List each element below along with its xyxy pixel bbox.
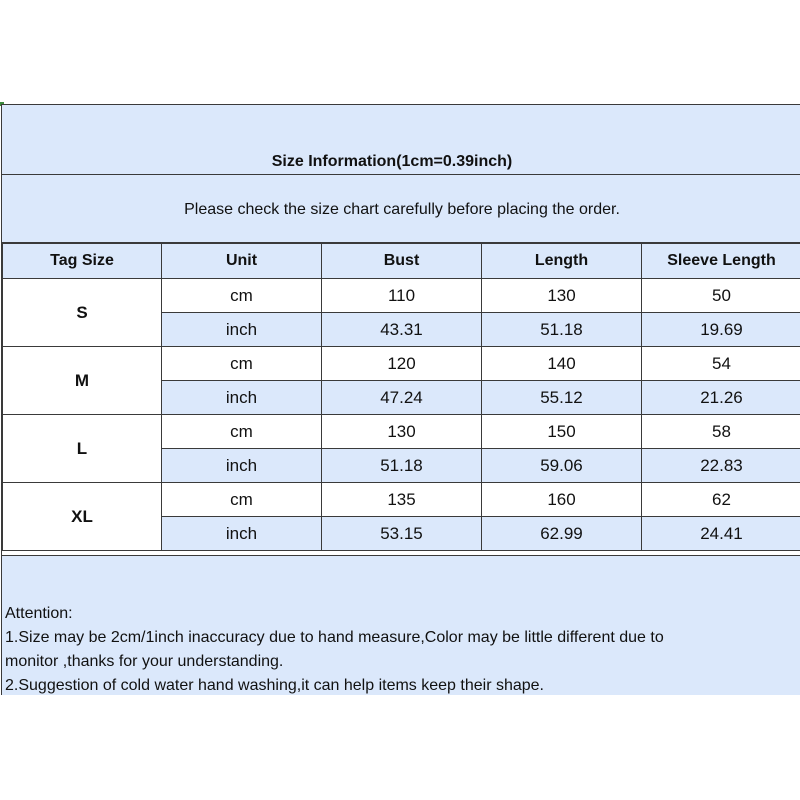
header-bust: Bust — [322, 244, 482, 279]
length-cell: 51.18 — [482, 313, 642, 347]
unit-cell: inch — [162, 313, 322, 347]
unit-cell: cm — [162, 483, 322, 517]
length-cell: 140 — [482, 347, 642, 381]
unit-cell: cm — [162, 415, 322, 449]
unit-cell: inch — [162, 381, 322, 415]
sleeve-cell: 21.26 — [642, 381, 800, 415]
length-cell: 160 — [482, 483, 642, 517]
tag-size-cell: S — [3, 279, 162, 347]
attention-band — [2, 555, 800, 695]
bust-cell: 130 — [322, 415, 482, 449]
length-cell: 150 — [482, 415, 642, 449]
unit-cell: cm — [162, 279, 322, 313]
length-cell: 62.99 — [482, 517, 642, 551]
table-row — [3, 483, 800, 517]
attention-heading: Attention: — [5, 605, 73, 622]
bust-cell: 51.18 — [322, 449, 482, 483]
bust-cell: 47.24 — [322, 381, 482, 415]
unit-cell: inch — [162, 517, 322, 551]
header-tag-size: Tag Size — [3, 244, 162, 279]
header-sleeve-length: Sleeve Length — [642, 244, 800, 279]
bust-cell: 53.15 — [322, 517, 482, 551]
header-unit: Unit — [162, 244, 322, 279]
table-row — [3, 415, 800, 449]
unit-cell: inch — [162, 449, 322, 483]
length-cell: 130 — [482, 279, 642, 313]
chart-title: Size Information(1cm=0.39inch) — [271, 153, 513, 170]
sleeve-cell: 58 — [642, 415, 800, 449]
title-band — [2, 105, 800, 175]
sleeve-cell: 22.83 — [642, 449, 800, 483]
header-length: Length — [482, 244, 642, 279]
unit-cell: cm — [162, 347, 322, 381]
bust-cell: 110 — [322, 279, 482, 313]
sleeve-cell: 54 — [642, 347, 800, 381]
attention-line-1b: monitor ,thanks for your understanding. — [5, 653, 284, 670]
length-cell: 59.06 — [482, 449, 642, 483]
bust-cell: 120 — [322, 347, 482, 381]
table-row — [3, 347, 800, 381]
sleeve-cell: 19.69 — [642, 313, 800, 347]
tag-size-cell: XL — [3, 483, 162, 551]
chart-note: Please check the size chart carefully before placing the order. — [184, 201, 620, 218]
tag-size-cell: M — [3, 347, 162, 415]
bust-cell: 135 — [322, 483, 482, 517]
size-table — [2, 243, 800, 551]
note-band — [2, 175, 800, 243]
length-cell: 55.12 — [482, 381, 642, 415]
sleeve-cell: 50 — [642, 279, 800, 313]
bust-cell: 43.31 — [322, 313, 482, 347]
sleeve-cell: 24.41 — [642, 517, 800, 551]
size-chart — [1, 104, 800, 695]
attention-line-2: 2.Suggestion of cold water hand washing,it can help items keep their shape. — [5, 677, 544, 694]
table-row — [3, 279, 800, 313]
tag-size-cell: L — [3, 415, 162, 483]
header-row — [3, 244, 800, 279]
attention-line-1: 1.Size may be 2cm/1inch inaccuracy due to hand measure,Color may be little different due to — [5, 629, 664, 646]
sleeve-cell: 62 — [642, 483, 800, 517]
